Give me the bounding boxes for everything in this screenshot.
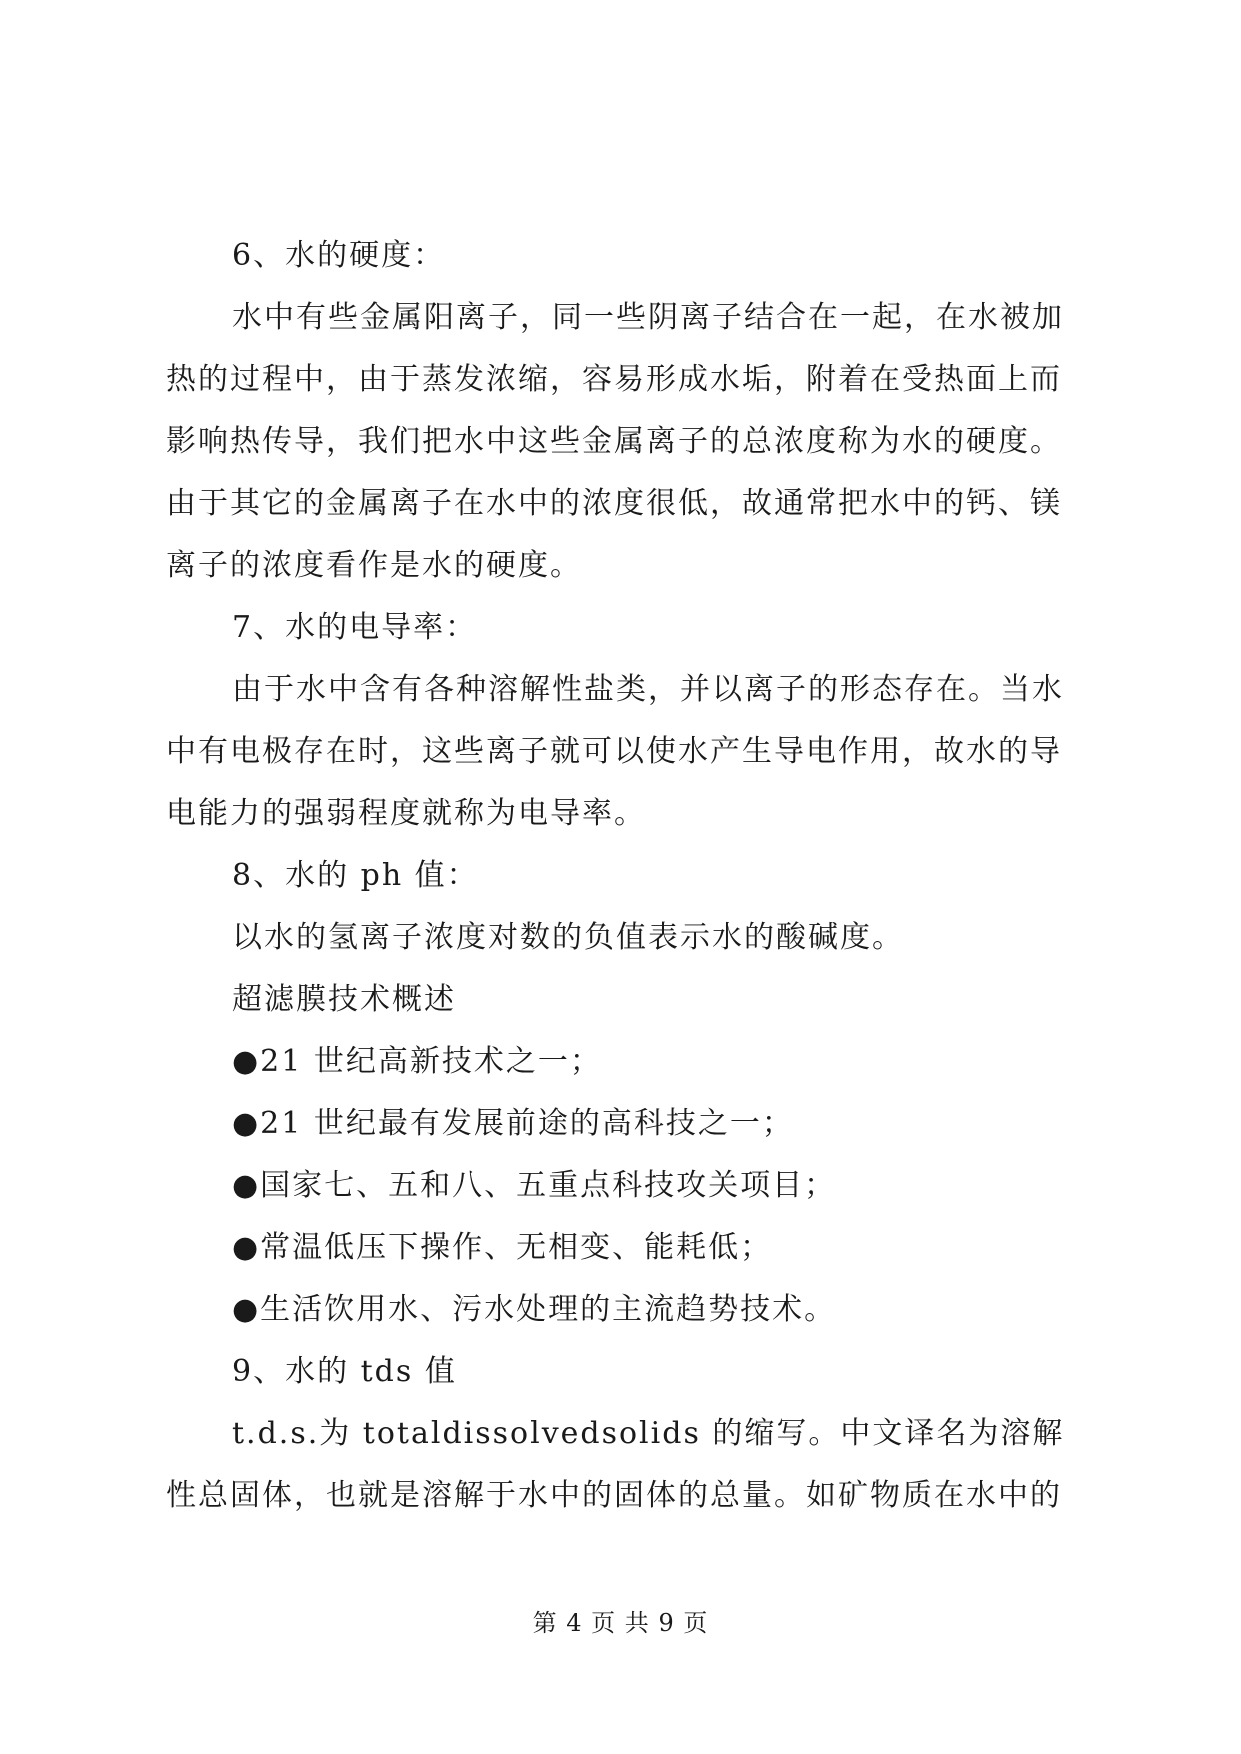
paragraph-line: 由于其它的金属离子在水中的浓度很低，故通常把水中的钙、镁 [166,486,1062,521]
paragraph-line: 离子的浓度看作是水的硬度。 [166,548,582,583]
bullet-item: ●21 世纪高新技术之一； [232,1044,602,1079]
paragraph-line: 水中有些金属阳离子，同一些阴离子结合在一起，在水被加 [232,300,1064,335]
document-body [166,225,1080,1527]
paragraph-line: 影响热传导，我们把水中这些金属离子的总浓度称为水的硬度。 [166,424,1062,459]
subheading-ultrafiltration: 超滤膜技术概述 [232,982,456,1017]
paragraph-line: 以水的氢离子浓度对数的负值表示水的酸碱度。 [232,920,904,955]
paragraph-line: 中有电极存在时，这些离子就可以使水产生导电作用，故水的导 [166,734,1062,769]
bullet-item: ●生活饮用水、污水处理的主流趋势技术。 [232,1292,837,1327]
paragraph-line: 电能力的强弱程度就称为电导率。 [166,796,646,831]
bullet-item: ●国家七、五和八、五重点科技攻关项目； [232,1168,837,1203]
section-heading-hardness: 6、水的硬度： [232,238,446,273]
bullet-item: ●21 世纪最有发展前途的高科技之一； [232,1106,794,1141]
paragraph-line: t.d.s.为 totaldissolvedsolids 的缩写。中文译名为溶解 [232,1416,1065,1451]
paragraph-line: 热的过程中，由于蒸发浓缩，容易形成水垢，附着在受热面上而 [166,362,1062,397]
page-number-footer: 第 4 页 共 9 页 [532,1609,709,1637]
section-heading-conductivity: 7、水的电导率： [232,610,478,645]
paragraph-line: 性总固体，也就是溶解于水中的固体的总量。如矿物质在水中的 [166,1478,1062,1513]
section-heading-tds: 9、水的 tds 值 [232,1354,457,1389]
section-heading-ph: 8、水的 ph 值： [232,858,479,893]
paragraph-line: 由于水中含有各种溶解性盐类，并以离子的形态存在。当水 [232,672,1064,707]
bullet-item: ●常温低压下操作、无相变、能耗低； [232,1230,773,1265]
